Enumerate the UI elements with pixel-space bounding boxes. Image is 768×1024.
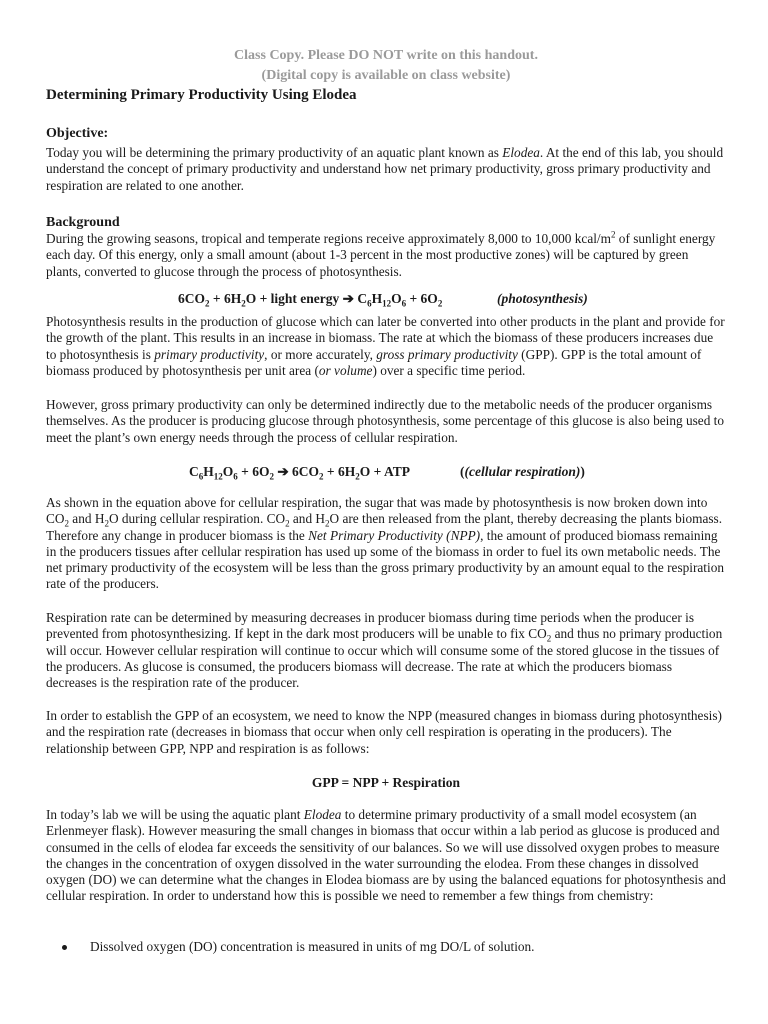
arrow-icon: ➔ bbox=[273, 464, 293, 479]
objective-paragraph: Today you will be determining the primary productivity of an aquatic plant known as Elodea. At the end of this lab, you should understand the concept of primary productivity and understand how net primary productivity, gross primary productivity and respiration are related to one another. bbox=[46, 145, 724, 193]
background-paragraph-2: Photosynthesis results in the production of glucose which can later be converted into other products in the plant and provide for the growth of the plant. This results in an increase in biomass. The rate at which the biomass of these producers increases due to photosynthesis is primary productivity, or more accurately, gross primary productivity (GPP). GPP is the total amount of biomass produced by photosynthesis per unit area (or volume) over a specific time period. bbox=[46, 314, 725, 378]
background-paragraph-4: As shown in the equation above for cellular respiration, the sugar that was made by photosynthesis is now broken down into $CO_2$ and $H_2O$ during cellular respiration. $CO_2$ and $H_2O$ are then released from the plant, thereby decreasing the plants biomass. Therefore any change in producer biomass is the Net Primary Productivity (NPP), the amount of produced biomass remaining in the producers tissues after cellular respiration has used up some of the biomass in order to fuel its own metabolic needs. The net primary productivity of the ecosystem will be less than the gross primary productivity by an amount equal to the respiration rate of the producers. bbox=[46, 495, 724, 592]
background-paragraph-3: However, gross primary productivity can only be determined indirectly due to the metabolic needs of the producer organisms themselves. As the producer is producing glucose through photosynthesis, some percentage of this glucose is also being used to meet the plant’s own energy needs through the process of cellular respiration. bbox=[46, 397, 725, 445]
digital-copy-notice: (Digital copy is available on class website) bbox=[261, 68, 511, 83]
document-title: Determining Primary Productivity Using Elodea bbox=[46, 87, 357, 103]
gpp-equation: GPP = NPP + Respiration bbox=[311, 775, 461, 790]
bullet-icon bbox=[62, 945, 67, 950]
background-paragraph-1: During the growing seasons, tropical and temperate regions receive approximately 8,000 to 10,000 kcal/$m^2$ of sunlight energy each day. Of this energy, only a small amount (about 1-3 percent in the most productive zones) will be captured by green plants, converted to glucose through the process of photosynthesis. bbox=[46, 229, 716, 279]
respiration-label: ((cellular respiration)) bbox=[460, 464, 585, 479]
photosynthesis-label: (photosynthesis) bbox=[497, 291, 588, 306]
background-paragraph-5: Respiration rate can be determined by measuring decreases in producer biomass during time periods when the producer is prevented from photosynthesizing. If kept in the dark most producers will be unable to fix $CO_2$ and thus no primary production will occur. However cellular respiration will continue to occur which will consume some of the stored glucose in the tissues of the producers. As glucose is consumed, the producers biomass will decrease. The rate at which the producers biomass decreases is the respiration rate of the producer. bbox=[46, 610, 723, 691]
arrow-icon: ➔ bbox=[342, 291, 354, 306]
background-heading: Background bbox=[46, 215, 120, 230]
background-paragraph-7: In today’s lab we will be using the aquatic plant Elodea to determine primary productivity of a small model ecosystem (an Erlenmeyer flask). However measuring the small changes in biomass that occur within a lab period as glucose is produced and consumed in the cells of elodea far exceeds the sensitivity of our balances. So we will use dissolved oxygen probes to measure the changes in the concentration of oxygen dissolved in the water surrounding the elodea. From these changes in dissolved oxygen (DO) we can determine what the changes in Elodea biomass are by using the balanced equations for photosynthesis and cellular respiration. In order to understand how this is possible we need to remember a few things from chemistry: bbox=[46, 807, 726, 904]
class-copy-notice: Class Copy. Please DO NOT write on this handout. bbox=[234, 48, 538, 63]
background-paragraph-6: In order to establish the GPP of an ecosystem, we need to know the NPP (measured changes in biomass during photosynthesis) and the respiration rate (decreases in biomass that occur when only cell respiration is operating in the producers). The relationship between GPP, NPP and respiration is as follows: bbox=[46, 708, 722, 756]
objective-heading: Objective: bbox=[46, 126, 109, 141]
